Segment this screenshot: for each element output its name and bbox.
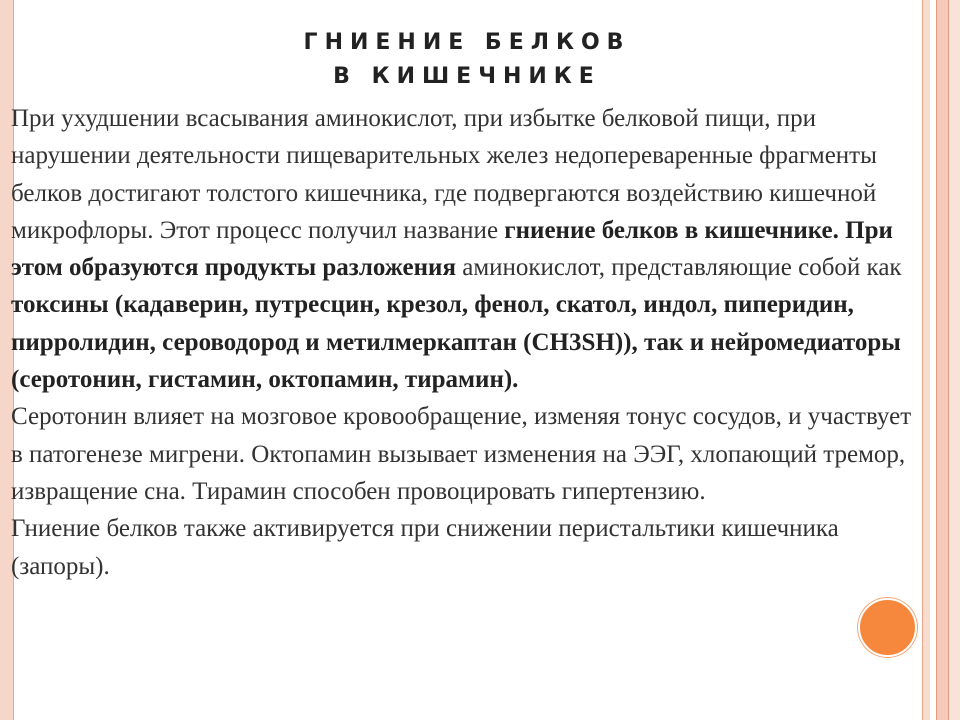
right-frame-stripes [922,0,960,720]
slide-title-line-2: В КИШЕЧНИКЕ [333,64,601,89]
slide-title-line-1: ГНИЕНИЕ БЕЛКОВ [303,30,631,55]
paragraph-3: Гниение белков также активируется при снижении перистальтики кишечника (запоры). [11,515,839,580]
paragraph-1-text-a: При ухудшении всасывания аминокислот, при избытке белковой пищи, при нарушении деятельности пищеварительных желез недопереваренные фрагменты белков достигают толстого кишечника, где подвергаются воздействию кишечной микрофлоры. Этот процесс получил название [11,105,877,244]
frame-stripe [936,0,950,720]
slide-body [11,100,916,585]
paragraph-1 [11,100,916,398]
paragraph-2: Серотонин влияет на мозговое кровообращение, изменяя тонус сосудов, и участвует в патогенезе мигрени. Октопамин вызывает изменения на ЭЭГ, хлопающий тремор, извращение сна. Тирамин способен провоцировать гипертензию. [11,403,912,505]
paragraph-1-bold-a: гниение белков в кишечнике. При этом образуются продукты разложения [11,216,893,282]
frame-stripe [922,0,930,720]
paragraph-1-text-b: аминокислот, представляющие собой как [455,254,902,282]
paragraph-1-bold-b: токсины (кадаверин, путресцин, крезол, фенол, скатол, индол, пиперидин, пирролидин, сероводород и метилмеркаптан (CH3SH)), так и нейромедиаторы (серотонин, гистамин, октопамин, тирамин). [11,291,901,394]
orange-circle-decoration [858,598,917,657]
frame-stripe [949,0,960,720]
